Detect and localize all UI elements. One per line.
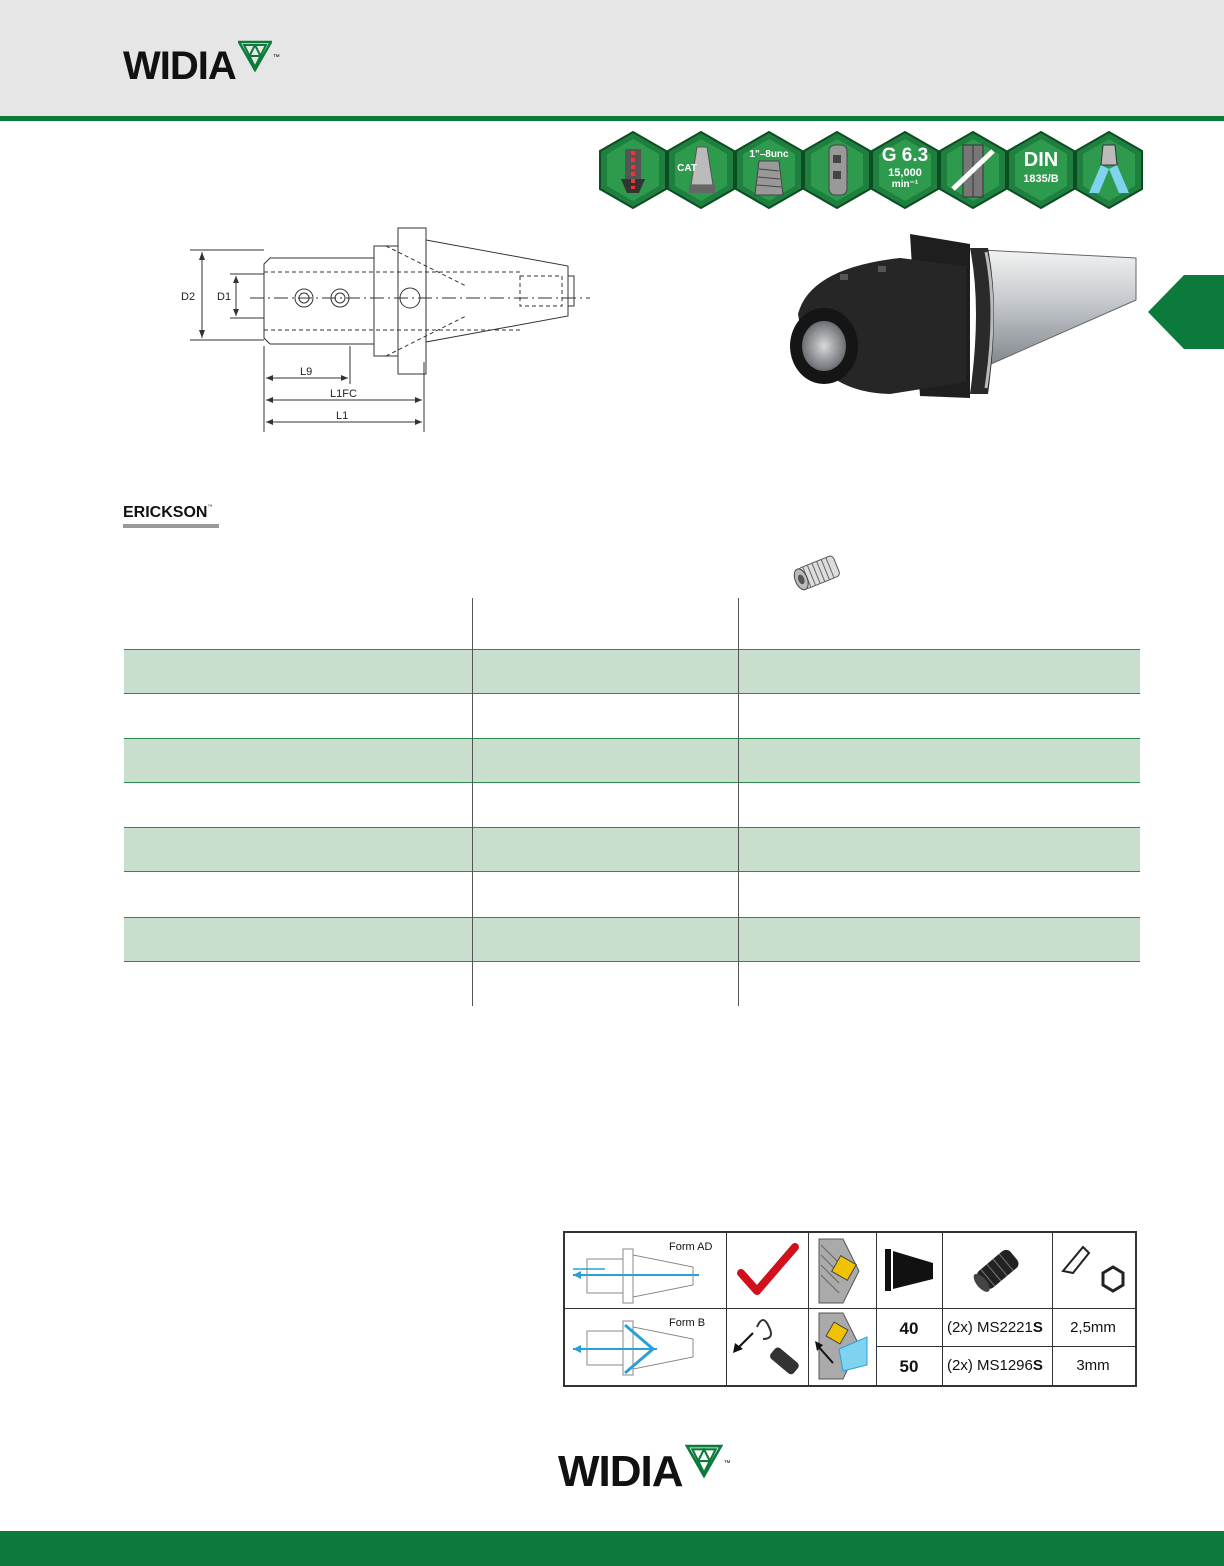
dim-label-l1: L1 — [336, 410, 349, 422]
taper-40-value: 40 — [899, 1319, 919, 1338]
cat-taper-label: CAT — [677, 163, 697, 174]
taper-50-cell — [877, 1347, 943, 1385]
table-row — [124, 917, 1140, 962]
column-divider — [472, 598, 473, 1006]
erickson-trademark: ™ — [207, 504, 213, 510]
din-icon — [1007, 131, 1075, 209]
wrench-50-value: 3mm — [1076, 1357, 1110, 1374]
form-ad-label: Form AD — [669, 1241, 713, 1253]
brand-trademark: ™ — [272, 54, 280, 61]
coolant-screw-icon — [727, 1309, 807, 1383]
taper-icon — [877, 1233, 941, 1307]
screw-50-suffix: S — [1032, 1357, 1043, 1374]
taper-cell — [877, 1233, 943, 1309]
brand-logo — [123, 46, 280, 86]
form-b-label: Form B — [669, 1317, 706, 1329]
product-table — [124, 598, 1140, 1006]
form-b-cell — [565, 1309, 727, 1385]
insert-coolant-cell — [809, 1309, 877, 1385]
balance-unit-label: min⁻¹ — [891, 179, 919, 190]
taper-50-value: 50 — [899, 1357, 919, 1376]
hex-key-icon — [1053, 1233, 1133, 1307]
screw-50-cell — [943, 1347, 1053, 1385]
table-row — [124, 649, 1140, 694]
screw-40-suffix: S — [1032, 1319, 1043, 1336]
screw-icon — [943, 1233, 1051, 1307]
balance-icon — [871, 131, 939, 209]
insert-icon — [809, 1233, 875, 1307]
table-row — [124, 827, 1140, 872]
din-label: DIN — [1023, 149, 1059, 171]
footer-trademark: ™ — [723, 1460, 731, 1467]
dim-label-l9: L9 — [300, 366, 313, 378]
erickson-wordmark: ERICKSON — [123, 504, 208, 521]
balance-speed-label: 15,000 — [888, 167, 922, 179]
approved-cell — [727, 1233, 809, 1309]
checkmark-icon — [727, 1233, 807, 1307]
footer-logo — [558, 1447, 731, 1496]
dim-label-d2: D2 — [181, 291, 196, 303]
footer-wordmark: WIDIA — [558, 1447, 683, 1496]
erickson-logo — [123, 504, 219, 528]
taper-40-cell — [877, 1309, 943, 1347]
screw-50-value — [947, 1357, 1043, 1374]
wrench-cell — [1053, 1233, 1135, 1309]
table-row — [124, 738, 1140, 783]
table-row — [124, 694, 1140, 739]
balance-grade-label: G 6.3 — [881, 145, 929, 166]
table-row — [124, 783, 1140, 828]
technical-drawing — [160, 212, 600, 438]
wrench-40-cell — [1053, 1309, 1135, 1347]
header-rule — [0, 116, 1224, 121]
feature-icon-row — [599, 131, 1145, 209]
erickson-underline — [123, 524, 219, 528]
brand-wordmark: WIDIA — [123, 44, 236, 88]
column-divider — [738, 598, 739, 1006]
brand-triangle-icon — [238, 40, 272, 72]
screw-40-prefix: (2x) MS2221 — [947, 1319, 1033, 1336]
dim-label-l1fc: L1FC — [330, 388, 357, 400]
screw-50-prefix: (2x) MS1296 — [947, 1357, 1033, 1374]
screw-40-cell — [943, 1309, 1053, 1347]
cat-taper-icon — [667, 131, 735, 209]
dim-label-d1: D1 — [217, 291, 232, 303]
wrench-50-cell — [1053, 1347, 1135, 1385]
wrench-40-value: 2,5mm — [1070, 1319, 1116, 1336]
section-tab — [1146, 273, 1224, 351]
screw-cell — [943, 1233, 1053, 1309]
footer-triangle-icon — [685, 1444, 723, 1478]
screw-40-value — [947, 1319, 1043, 1336]
din-standard-label: 1835/B — [1023, 173, 1059, 185]
coolant-screw-cell — [727, 1309, 809, 1385]
set-screw-icon — [786, 550, 848, 596]
tool-holder-photo — [770, 218, 1140, 408]
flood-coolant-icon — [1075, 131, 1143, 209]
thread-label: 1"–8unc — [749, 149, 789, 160]
thread-icon — [735, 131, 803, 209]
insert-coolant-icon — [809, 1309, 875, 1383]
insert-cell — [809, 1233, 877, 1309]
spec-table — [563, 1231, 1137, 1387]
no-through-coolant-icon — [939, 131, 1007, 209]
flat-shank-icon — [803, 131, 871, 209]
footer-bar — [0, 1531, 1224, 1566]
table-row — [124, 872, 1140, 917]
form-ad-cell — [565, 1233, 727, 1309]
